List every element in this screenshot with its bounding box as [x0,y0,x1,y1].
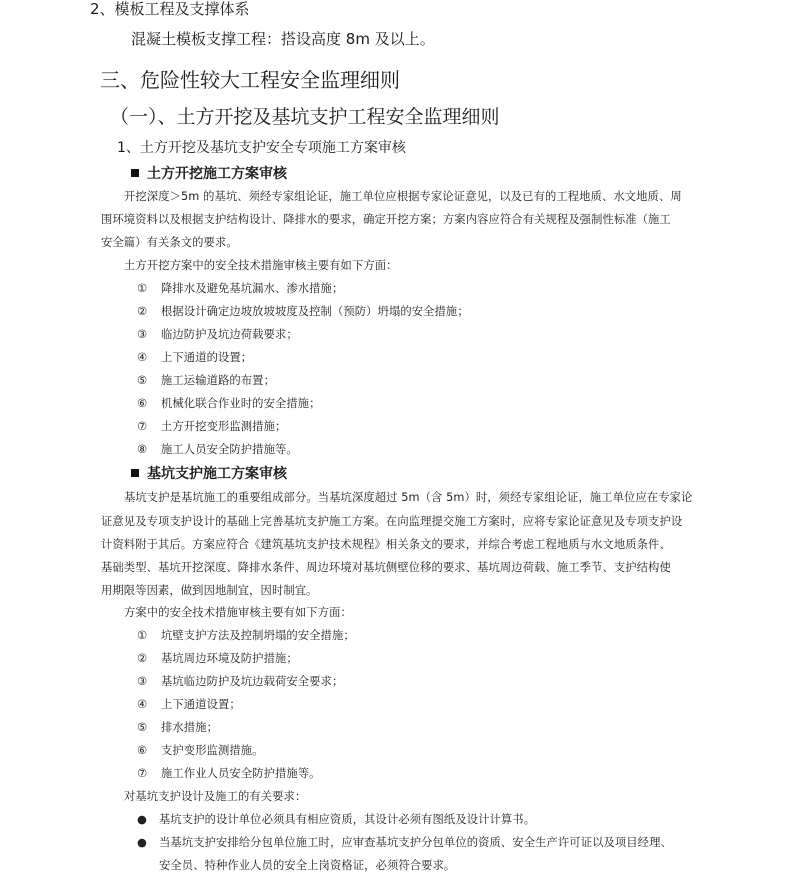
support-para-line: 用期限等因素，做到因地制宜，因时制宜。 [101,584,318,597]
list-item: ⑦ 土方开挖变形监测措施； [137,420,287,433]
bullet-dot-icon: ● [137,813,147,826]
formwork-item: 混凝土模板支撑工程：搭设高度 8m 及以上。 [131,30,435,48]
excavation-para-line: 开挖深度＞5m 的基坑、须经专家组论证，施工单位应根据专家论证意见，以及已有的工程地质、水文地质、周 [124,190,682,203]
support-para-line: 计资料附于其后。方案应符合《建筑基坑支护技术规程》相关条文的要求，并综合考虑工程地质与水文地质条件、 [101,538,671,551]
subsection-1-heading: （一）、土方开挖及基坑支护工程安全监理细则 [110,106,500,128]
list-item: ① 降排水及避免基坑漏水、渗水措施； [137,282,344,295]
support-para-line: 基坑支护是基坑施工的重要组成部分。当基坑深度超过 5m（含 5m）时，须经专家组论证，施工单位应在专家论 [124,491,693,504]
subsection-1-1-heading: 1、土方开挖及基坑支护安全专项施工方案审核 [117,140,406,156]
excavation-heading: 土方开挖施工方案审核 [131,167,287,181]
support-para-line: 基础类型、基坑开挖深度、降排水条件、周边环境对基坑侧壁位移的要求、基坑周边荷载、施工季节、支护结构使 [101,561,671,574]
section-3-heading: 三、危险性较大工程安全监理细则 [100,68,400,92]
list-item: ③ 基坑临边防护及坑边载荷安全要求； [137,675,344,688]
section-2-heading: 2、模板工程及支撑体系 [90,0,250,18]
list-item: ● 基坑支护的设计单位必须具有相应资质，其设计必须有图纸及设计计算书。 [137,813,536,826]
list-item: ⑧ 施工人员安全防护措施等。 [137,443,298,456]
support-para-line: 证意见及专项支护设计的基础上完善基坑支护施工方案。在向监理提交施工方案时，应将专家论证意见及专项支护设 [101,515,683,528]
list-item: ⑥ 机械化联合作业时的安全措施； [137,397,321,410]
list-item: ② 基坑周边环境及防护措施； [137,652,298,665]
excavation-intro: 土方开挖方案中的安全技术措施审核主要有如下方面： [124,259,398,272]
list-item-continuation: 安全员、特种作业人员的安全上岗资格证，必须符合要求。 [159,859,456,872]
excavation-para-line: 安全篇）有关条文的要求。 [101,236,238,249]
list-item: ⑦ 施工作业人员安全防护措施等。 [137,767,321,780]
bullet-dot-icon: ● [137,836,147,849]
list-item: ① 坑壁支护方法及控制坍塌的安全措施； [137,629,355,642]
list-item: ③ 临边防护及坑边荷载要求； [137,328,298,341]
square-bullet-icon [131,469,139,477]
list-item: ● 当基坑支护安排给分包单位施工时，应审查基坑支护分包单位的资质、安全生产许可证以及项目经理、 [137,836,672,849]
support-intro: 方案中的安全技术措施审核主要有如下方面： [124,606,352,619]
list-item: ⑥ 支护变形监测措施。 [137,744,264,757]
excavation-para-line: 围环境资料以及根据支护结构设计、降排水的要求，确定开挖方案；方案内容应符合有关规程及强制性标准（施工 [101,213,671,226]
list-item: ④ 上下通道设置； [137,698,241,711]
support-heading: 基坑支护施工方案审核 [131,467,287,481]
list-item: ② 根据设计确定边坡放坡坡度及控制（预防）坍塌的安全措施； [137,305,469,318]
list-item: ⑤ 施工运输道路的布置； [137,374,275,387]
list-item: ⑤ 排水措施； [137,721,218,734]
requirements-intro: 对基坑支护设计及施工的有关要求： [124,790,307,803]
list-item: ④ 上下通道的设置； [137,351,253,364]
square-bullet-icon [131,169,139,177]
